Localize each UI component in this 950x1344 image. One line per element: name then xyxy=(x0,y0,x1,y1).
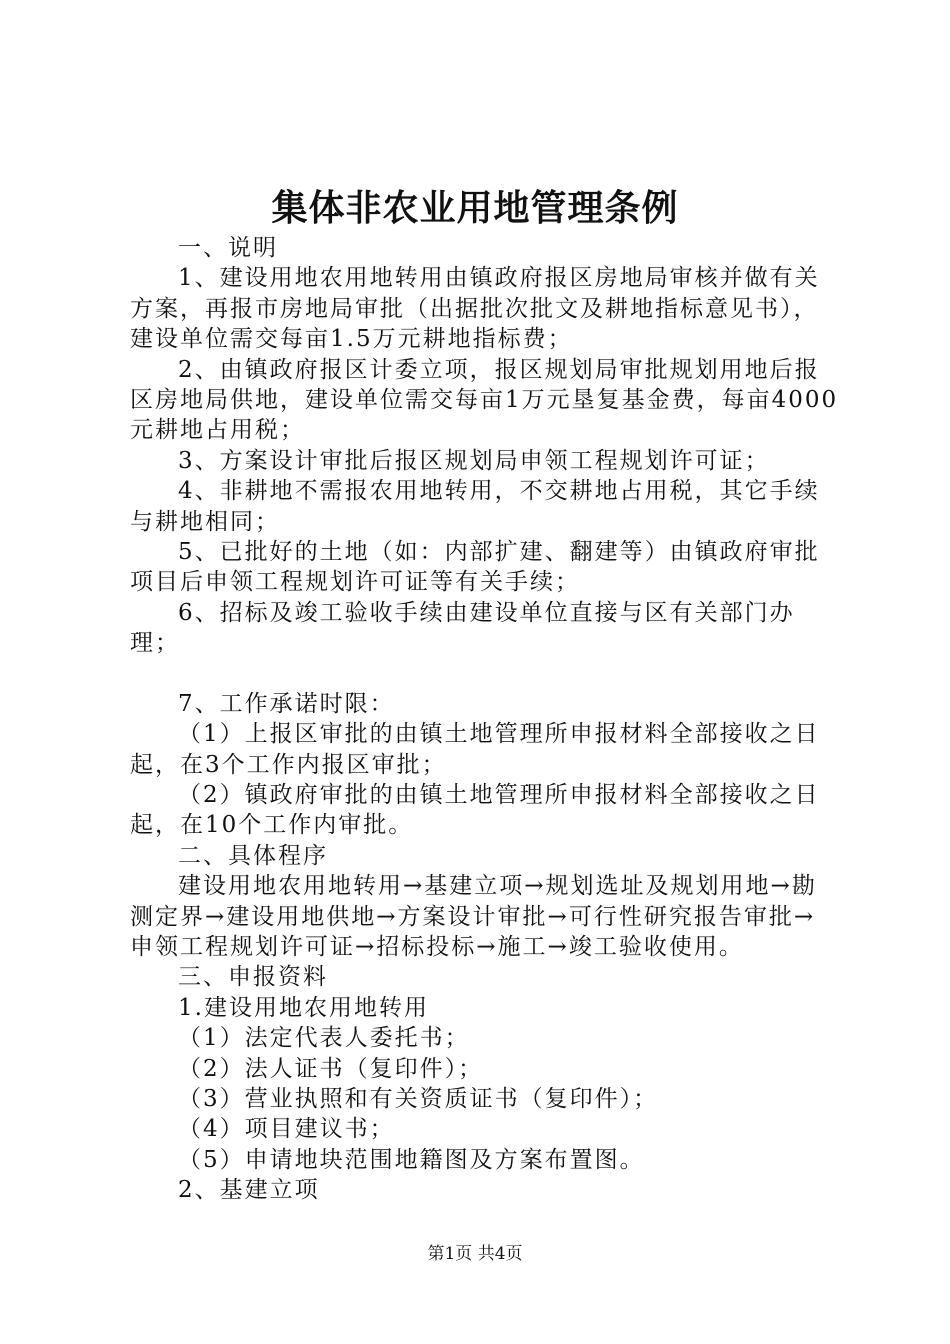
list-item: （3）营业执照和有关资质证书（复印件）； xyxy=(178,1085,659,1112)
section-heading: 三、申报资料 xyxy=(178,964,328,991)
paragraph: 3、方案设计审批后报区规划局申领工程规划许可证； xyxy=(178,447,770,474)
spacer xyxy=(130,659,840,689)
paragraph: 1、建设用地农用地转用由镇政府报区房地局审核并做有关方案，再报市房地局审批（出据批次批文及耕地指标意见书），建设单位需交每亩1.5万元耕地指标费； xyxy=(130,265,820,353)
list-item: （1）法定代表人委托书； xyxy=(178,1025,470,1052)
paragraph: 5、已批好的土地（如：内部扩建、翻建等）由镇政府审批项目后申领工程规划许可证等有关手续； xyxy=(130,539,820,596)
paragraph: 2、由镇政府报区计委立项，报区规划局审批规划用地后报区房地局供地，建设单位需交每亩1万元垦复基金费，每亩4000元耕地占用税； xyxy=(130,356,839,444)
section-heading: 二、具体程序 xyxy=(178,842,328,869)
list-item: （4）项目建议书； xyxy=(178,1116,395,1143)
list-item: （2）法人证书（复印件）； xyxy=(178,1055,484,1082)
section-heading: 一、说明 xyxy=(178,235,278,261)
paragraph: 2、基建立项 xyxy=(178,1177,320,1204)
paragraph: （2）镇政府审批的由镇土地管理所申报材料全部接收之日起，在10个工作内审批。 xyxy=(130,781,820,839)
document-title: 集体非农业用地管理条例 xyxy=(271,187,679,229)
document-body xyxy=(130,233,840,1206)
paragraph: 6、招标及竣工验收手续由建设单位直接与区有关部门办理； xyxy=(130,599,795,657)
page-footer: 第1页 共4页 xyxy=(427,1244,523,1264)
paragraph: 建设用地农用地转用→基建立项→规划选址及规划用地→勘测定界→建设用地供地→方案设计审批→可行性研究报告审批→申领工程规划许可证→招标投标→施工→竣工验收使用。 xyxy=(130,873,817,960)
list-item: （5）申请地块范围地籍图及方案布置图。 xyxy=(178,1146,645,1173)
paragraph: 1.建设用地农用地转用 xyxy=(178,994,429,1021)
paragraph: 7、工作承诺时限： xyxy=(178,690,395,717)
paragraph: 4、非耕地不需报农用地转用，不交耕地占用税，其它手续与耕地相同； xyxy=(130,478,820,535)
paragraph: （1）上报区审批的由镇土地管理所申报材料全部接收之日起，在3个工作内报区审批； xyxy=(130,721,820,778)
